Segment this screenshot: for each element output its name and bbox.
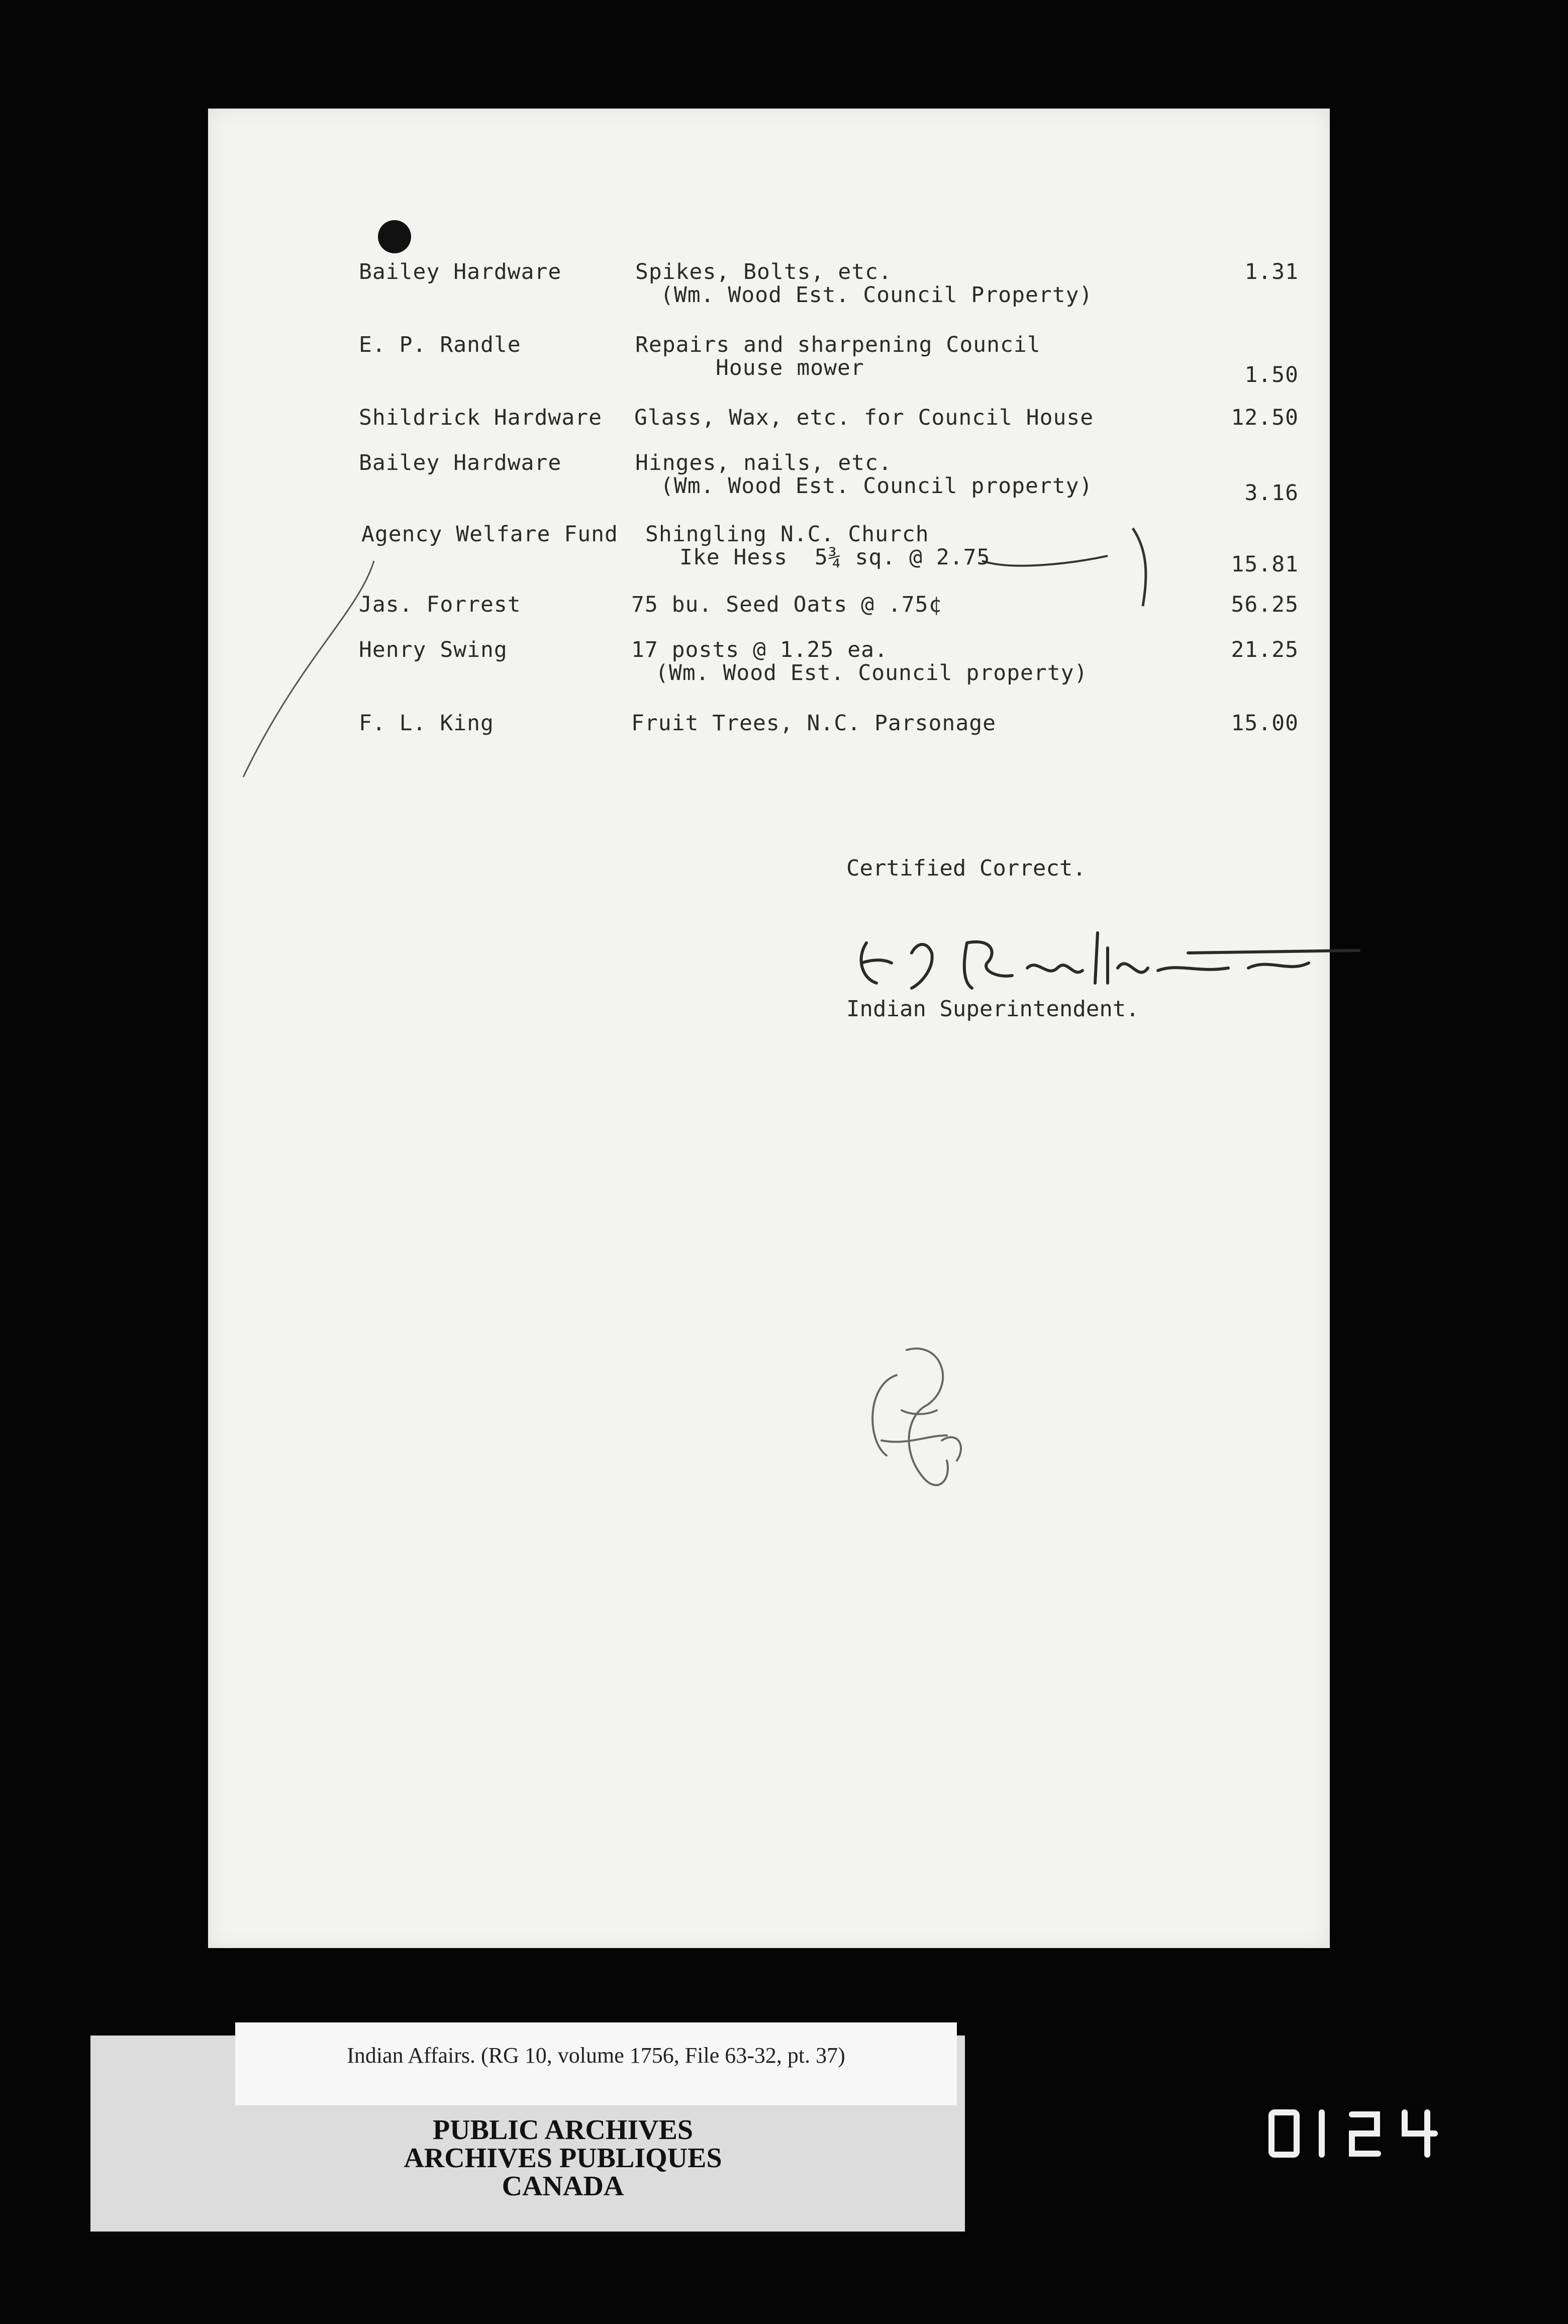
payee: Bailey Hardware (359, 450, 562, 475)
description: Fruit Trees, N.C. Parsonage (631, 711, 996, 736)
description-detail: (Wm. Wood Est. Council property) (660, 473, 1093, 499)
amount: 21.25 (1231, 637, 1299, 662)
payee: E. P. Randle (359, 332, 521, 357)
description-detail: Ike Hess 5¾ sq. @ 2.75 (679, 545, 991, 570)
description: Spikes, Bolts, etc. (635, 259, 892, 284)
description: Hinges, nails, etc. (635, 450, 892, 475)
payee: Bailey Hardware (359, 259, 562, 284)
description: 17 posts @ 1.25 ea. (631, 637, 888, 662)
signature-title: Indian Superintendent. (846, 996, 1139, 1022)
payee: Jas. Forrest (359, 592, 521, 617)
amount: 12.50 (1231, 405, 1299, 430)
entry-row (208, 450, 1330, 511)
description-detail: (Wm. Wood Est. Council property) (655, 660, 1088, 686)
description: Shingling N.C. Church (645, 522, 929, 547)
amount: 56.25 (1231, 592, 1299, 617)
handwritten-signature (836, 923, 1364, 1003)
archive-line: PUBLIC ARCHIVES (432, 2114, 694, 2146)
payee: Shildrick Hardware (359, 405, 602, 430)
archive-name (312, 2116, 814, 2200)
certified-text: Certified Correct. (846, 855, 1086, 881)
amount: 15.00 (1231, 711, 1299, 736)
description: Glass, Wax, etc. for Council House (634, 405, 1094, 430)
amount: 15.81 (1231, 552, 1299, 577)
payee: Henry Swing (359, 637, 508, 662)
handwritten-initials (826, 1330, 1007, 1511)
entry-row (208, 332, 1330, 393)
archive-line: ARCHIVES PUBLIQUES (404, 2143, 722, 2174)
amount: 1.31 (1244, 259, 1299, 284)
entry-row (208, 522, 1330, 582)
document-page (208, 109, 1330, 1948)
entry-row (208, 259, 1330, 320)
payee: F. L. King (359, 711, 494, 736)
description-detail: House mower (716, 355, 864, 380)
entry-row (208, 711, 1330, 771)
payee: Agency Welfare Fund (361, 522, 618, 547)
entry-row (208, 637, 1330, 698)
archive-reference: Indian Affairs. (RG 10, volume 1756, File 63-32, pt. 37) (235, 2022, 957, 2105)
archive-line: CANADA (502, 2171, 624, 2202)
frame-counter (1266, 2103, 1447, 2164)
description-detail: (Wm. Wood Est. Council Property) (660, 282, 1093, 308)
amount: 3.16 (1244, 480, 1299, 506)
description: 75 bu. Seed Oats @ .75¢ (631, 592, 942, 617)
amount: 1.50 (1244, 362, 1299, 388)
description: Repairs and sharpening Council (635, 332, 1041, 357)
punch-hole (378, 220, 411, 253)
